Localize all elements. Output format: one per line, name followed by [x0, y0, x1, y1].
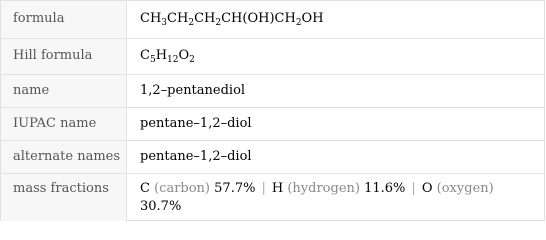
- mass-fraction-carbon: C (carbon) 57.7%: [140, 181, 256, 196]
- row-label-hill-formula: Hill formula: [13, 48, 93, 63]
- table-row-hill-formula: [1, 38, 544, 75]
- mass-fraction-hydrogen: H (hydrogen) 11.6%: [271, 181, 406, 196]
- hill-formula-value: $C_5H_{12}O_2$: [140, 48, 195, 65]
- mass-fraction-oxygen-symbol: O (oxygen): [421, 181, 494, 196]
- alternate-names-value: pentane–1,2–diol: [140, 149, 252, 164]
- table-row-alternate-names: [1, 140, 544, 174]
- row-label-name: name: [13, 83, 50, 98]
- table-row-name: [1, 74, 544, 108]
- mass-fraction-oxygen-value: 30.7%: [140, 199, 182, 214]
- mass-fraction-line-1: [140, 181, 494, 196]
- row-label-formula: formula: [13, 11, 65, 26]
- row-label-alternate-names: alternate names: [13, 149, 121, 164]
- table-row-iupac-name: [1, 107, 544, 141]
- name-value: 1,2–pentanediol: [140, 83, 246, 98]
- iupac-name-value: pentane–1,2–diol: [140, 116, 252, 131]
- row-label-mass-fractions: mass fractions: [13, 181, 109, 196]
- formula-value: $CH_3CH_2CH_2CH(OH)CH_2OH$: [140, 11, 324, 28]
- separator: |: [411, 181, 416, 196]
- separator: |: [261, 181, 266, 196]
- table-row-formula: [1, 1, 544, 38]
- table-row-mass-fractions: [1, 173, 544, 221]
- row-label-iupac-name: IUPAC name: [13, 116, 97, 131]
